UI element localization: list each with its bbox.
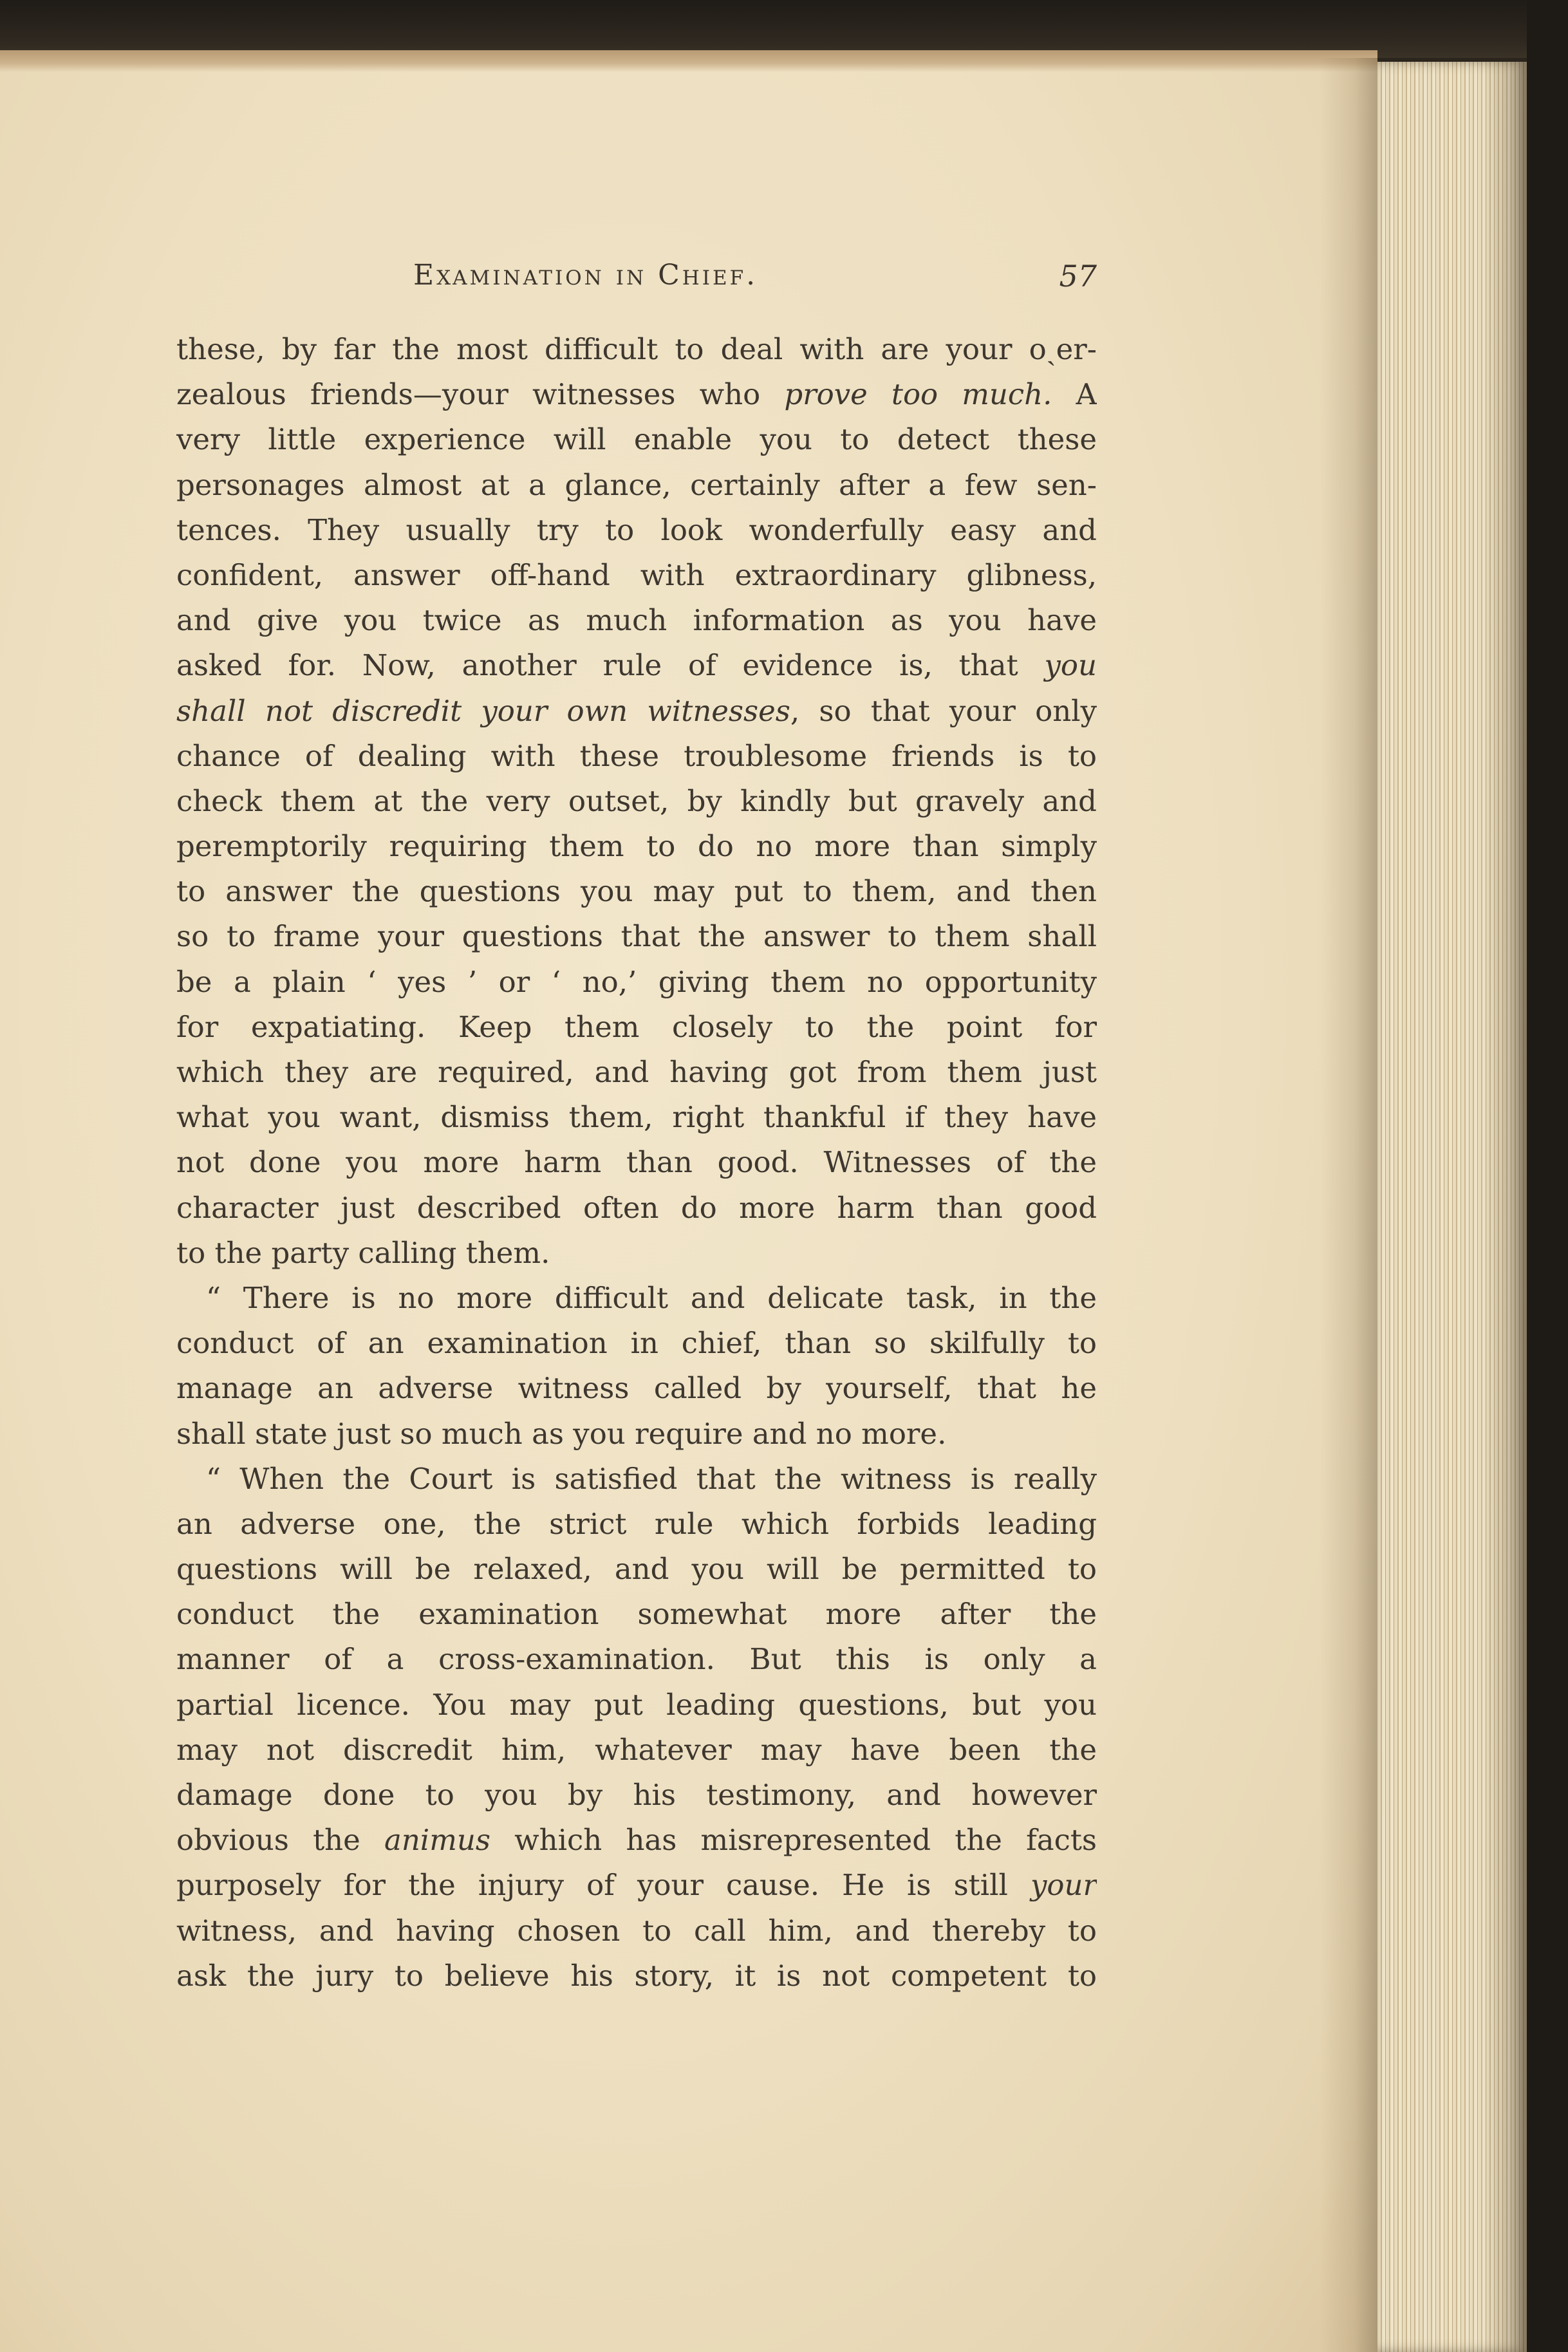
text-line [176, 824, 1097, 869]
text-run: “ When the Court is satisfied that the witness is really [206, 1461, 1097, 1496]
text-run: obvious the [176, 1823, 384, 1858]
text-line [176, 1186, 1097, 1231]
text-run: “ There is no more difficult and delicate task, in the [206, 1280, 1097, 1315]
text-line [176, 327, 1097, 372]
text-line [176, 1050, 1097, 1095]
text-line [176, 1095, 1097, 1140]
italic-text: prove too much. [784, 377, 1052, 412]
text-line [176, 1231, 1097, 1276]
text-line [176, 1547, 1097, 1592]
text-run: tences. They usually try to look wonderfully easy and [176, 512, 1097, 547]
text-run: not done you more harm than good. Witnesses of the [176, 1145, 1097, 1180]
text-line [176, 372, 1097, 417]
page-stack-shading [1377, 62, 1527, 2352]
text-run: be a plain ‘ yes ’ or ‘ no,’ giving them no opportunity [176, 964, 1097, 999]
text-line [176, 1728, 1097, 1773]
text-line [176, 1592, 1097, 1637]
text-line [176, 734, 1097, 779]
text-run: questions will be relaxed, and you will be permitted to [176, 1552, 1097, 1587]
text-run: which has misrepresented the facts [490, 1823, 1097, 1858]
running-title: Examination in Chief. [413, 259, 758, 292]
text-line [176, 960, 1097, 1005]
text-line [176, 1457, 1097, 1502]
text-run: asked for. Now, another rule of evidence is, that [176, 648, 1045, 683]
text-run: partial licence. You may put leading questions, but you [176, 1687, 1097, 1722]
text-run: ask the jury to believe his story, it is not competent to [176, 1958, 1097, 1993]
text-line [176, 869, 1097, 914]
text-line [176, 598, 1097, 643]
text-line [176, 1637, 1097, 1682]
text-run: manage an adverse witness called by yourself, that he [176, 1371, 1097, 1406]
text-run: chance of dealing with these troublesome friends is to [176, 738, 1097, 773]
text-line [176, 1321, 1097, 1366]
text-run: which they are required, and having got from them just [176, 1055, 1097, 1089]
text-run: to answer the questions you may put to them, and then [176, 874, 1097, 909]
text-run: confident, answer off-hand with extraordinary glibness, [176, 557, 1097, 592]
text-line [176, 779, 1097, 824]
text-run: personages almost at a glance, certainly after a few sen- [176, 467, 1097, 502]
text-run: , so that your only [790, 693, 1097, 728]
italic-text: shall not discredit your own witnesses [176, 693, 790, 728]
text-run: witness, and having chosen to call him, and thereby to [176, 1913, 1097, 1948]
text-run: conduct the examination somewhat more after the [176, 1597, 1097, 1632]
text-run: shall state just so much as you require and no more. [176, 1416, 947, 1451]
text-line [176, 1863, 1097, 1908]
page-number: 57 [1059, 259, 1097, 294]
text-line [176, 643, 1097, 688]
text-run: A [1052, 377, 1097, 412]
text-line [176, 1005, 1097, 1050]
text-run: damage done to you by his testimony, and however [176, 1778, 1097, 1812]
text-line [176, 463, 1097, 508]
text-run: peremptorily requiring them to do no more than simply [176, 829, 1097, 864]
italic-text: animus [384, 1823, 490, 1858]
scanner-bed-right [1527, 0, 1568, 2352]
text-line [176, 1954, 1097, 1999]
text-line [176, 1683, 1097, 1728]
text-line [176, 1276, 1097, 1321]
text-run: and give you twice as much information as you have [176, 603, 1097, 638]
text-run: zealous friends—your witnesses who [176, 377, 785, 412]
text-line [176, 1818, 1097, 1863]
body-text [176, 327, 1097, 1999]
text-run: very little experience will enable you to detect these [176, 422, 1097, 457]
text-line [176, 1412, 1097, 1457]
text-run: for expatiating. Keep them closely to the point for [176, 1009, 1097, 1044]
text-line [176, 553, 1097, 598]
text-run: an adverse one, the strict rule which forbids leading [176, 1506, 1097, 1541]
text-run: character just described often do more harm than good [176, 1190, 1097, 1225]
text-line [176, 417, 1097, 462]
text-run: to the party calling them. [176, 1235, 550, 1270]
text-run: these, by far the most difficult to deal with are your oˏer- [176, 332, 1097, 366]
text-line [176, 689, 1097, 734]
text-line [176, 508, 1097, 553]
text-run: check them at the very outset, by kindly but gravely and [176, 783, 1097, 818]
text-run: what you want, dismiss them, right thankful if they have [176, 1100, 1097, 1135]
italic-text: you [1044, 648, 1097, 683]
text-run: may not discredit him, whatever may have been the [176, 1732, 1097, 1767]
text-line [176, 1140, 1097, 1185]
text-run: so to frame your questions that the answer to them shall [176, 919, 1097, 954]
italic-text: your [1030, 1868, 1097, 1903]
text-line [176, 914, 1097, 959]
text-line [176, 1502, 1097, 1547]
running-head [176, 259, 1097, 304]
text-line [176, 1773, 1097, 1818]
text-line [176, 1909, 1097, 1954]
text-run: manner of a cross-examination. But this is only a [176, 1642, 1097, 1677]
text-run: purposely for the injury of your cause. He is still [176, 1868, 1031, 1903]
text-line [176, 1366, 1097, 1411]
text-run: conduct of an examination in chief, than so skilfully to [176, 1326, 1097, 1361]
